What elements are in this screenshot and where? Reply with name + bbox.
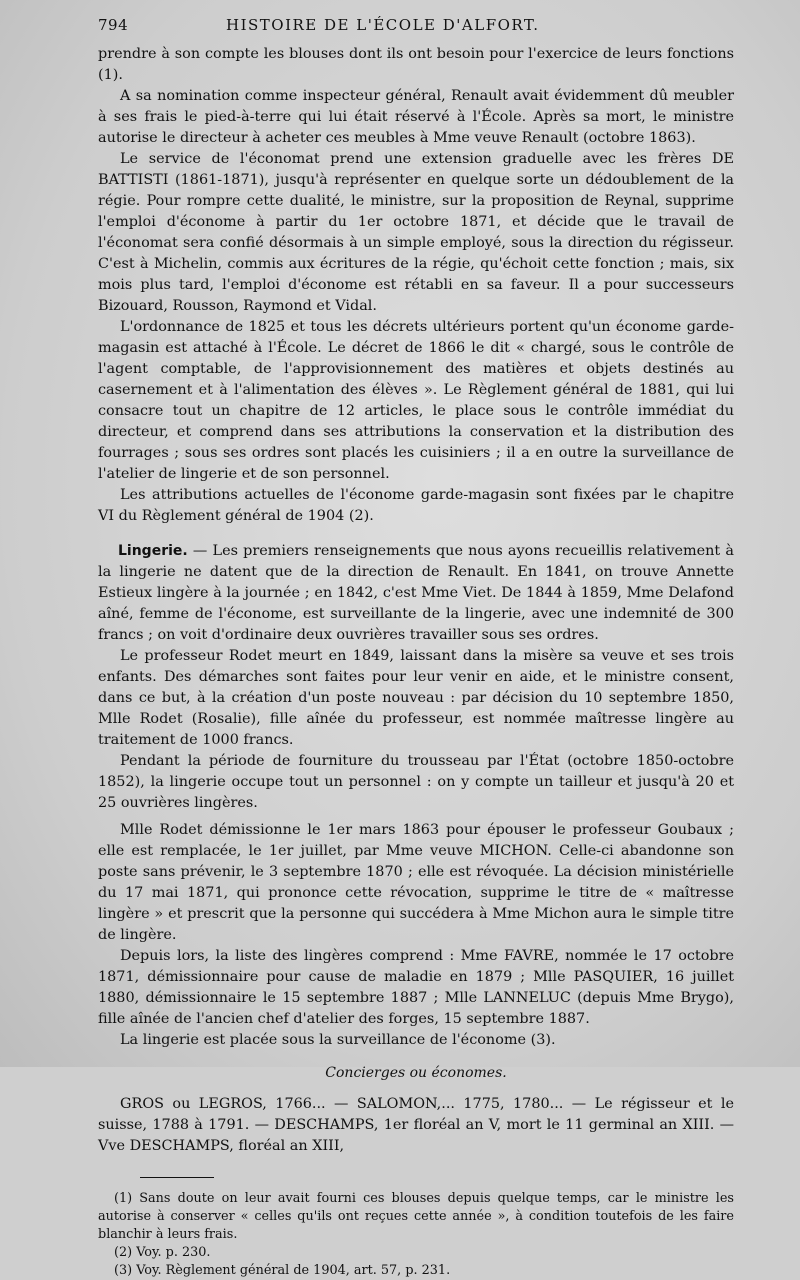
footnote: (2) Voy. p. 230. bbox=[114, 1245, 211, 1260]
paragraph: Depuis lors, la liste des lingères comprend : Mme FAVRE, nommée le 17 octobre 1871, démissionnaire pour cause de maladie en 1879 ; Mlle PASQUIER, 16 juillet 1880, démissionnaire le 15 septembre 1887 ; Mlle LANNELUC (depuis Mme Brygo), fille aînée de l'ancien chef d'atelier des forges, 15 septembre 1887. bbox=[98, 948, 734, 1027]
footnote: (1) Sans doute on leur avait fourni ces blouses depuis quelque temps, car le ministre les autorise à conserver « celles qu'ils ont reçues cette année », à condition toutefois de les faire blanchir à leurs frais. bbox=[98, 1191, 734, 1242]
paragraph: Le professeur Rodet meurt en 1849, laissant dans la misère sa veuve et ses trois enfants. Des démarches sont faites pour leur venir en aide, et le ministre consent, dans ce but, à la création d'un poste nouveau : par décision du 10 septembre 1850, Mlle Rodet (Rosalie), fille aînée du professeur, est nommée maîtresse lingère au traitement de 1000 francs. bbox=[98, 648, 734, 748]
paragraph: Pendant la période de fourniture du trousseau par l'État (octobre 1850-octobre 1852), la lingerie occupe tout un personnel : on y compte un tailleur et jusqu'à 20 et 25 ouvrières lingères. bbox=[98, 753, 734, 811]
paragraph: Les attributions actuelles de l'économe garde-magasin sont fixées par le chapitre VI du Règlement général de 1904 (2). bbox=[98, 487, 734, 524]
footnote-divider bbox=[140, 1177, 214, 1178]
lingerie-paragraph bbox=[98, 541, 734, 646]
body-text bbox=[98, 44, 734, 1157]
paragraph: La lingerie est placée sous la surveillance de l'économe (3). bbox=[120, 1032, 556, 1048]
paragraph: Le service de l'économat prend une extension graduelle avec les frères DE BATTISTI (1861-1871), jusqu'à représenter en quelque sorte un dédoublement de la régie. Pour rompre cette dualité, le ministre, sur la proposition de Reynal, supprime l'emploi d'économe à partir du 1er octobre 1871, et décide que le travail de l'économat sera confié désormais à un simple employé, sous la direction du régisseur. C'est à Michelin, commis aux écritures de la régie, qu'échoit cette fonction ; mais, six mois plus tard, l'emploi d'économe est rétabli en sa faveur. Il a pour successeurs Bizouard, Rousson, Raymond et Vidal. bbox=[98, 151, 734, 314]
page-number: 794 bbox=[98, 16, 129, 34]
paragraph: L'ordonnance de 1825 et tous les décrets ultérieurs portent qu'un économe garde-magasin est attaché à l'École. Le décret de 1866 le dit « chargé, sous le contrôle de l'agent comptable, de l'approvisionnement des matières et objets destinés au casernement et à l'alimentation des élèves ». Le Règlement général de 1881, qui lui consacre tout un chapitre de 12 articles, le place sous le contrôle immédiat du directeur, et comprend dans ses attributions la conservation et la distribution des fourrages ; sous ses ordres sont placés les cuisiniers ; il a en outre la surveillance de l'atelier de lingerie et de son personnel. bbox=[98, 319, 734, 482]
running-header bbox=[98, 16, 734, 44]
concierges-list: GROS ou LEGROS, 1766... — SALOMON,... 1775, 1780... — Le régisseur et le suisse, 1788 à 1791. — DESCHAMPS, 1er floréal an V, mort le 11 germinal an XIII. — Vve DESCHAMPS, floréal an XIII, bbox=[98, 1096, 734, 1154]
book-title: HISTOIRE DE L'ÉCOLE D'ALFORT. bbox=[226, 16, 540, 34]
footnote: (3) Voy. Règlement général de 1904, art. 57, p. 231. bbox=[114, 1263, 451, 1278]
lingerie-text: — Les premiers renseignements que nous ayons recueillis relativement à la lingerie ne datent que de la direction de Renault. En 1841, on trouve Annette Estieux lingère à la journée ; en 1842, c'est Mme Viet. De 1844 à 1859, Mme Delafond aîné, femme de l'économe, est surveillante de la lingerie, avec une indemnité de 300 francs ; on voit d'ordinaire deux ouvrières travailler sous ses ordres. bbox=[98, 543, 734, 643]
paragraph: Mlle Rodet démissionne le 1er mars 1863 pour épouser le professeur Goubaux ; elle est remplacée, le 1er juillet, par Mme veuve MICHON. Celle-ci abandonne son poste sans prévenir, le 3 septembre 1870 ; elle est révoquée. La décision ministérielle du 17 mai 1871, qui prononce cette révocation, supprime le titre de « maîtresse lingère » et prescrit que la personne qui succédera à Mme Michon aura le simple titre de lingère. bbox=[98, 822, 734, 943]
paragraph: A sa nomination comme inspecteur général, Renault avait évidemment dû meubler à ses frais le pied-à-terre qui lui était réservé à l'École. Après sa mort, le ministre autorise le directeur à acheter ces meubles à Mme veuve Renault (octobre 1863). bbox=[98, 88, 734, 146]
section-lead-lingerie: Lingerie. bbox=[118, 543, 188, 559]
footnotes bbox=[98, 1190, 734, 1280]
paragraph: prendre à son compte les blouses dont ils ont besoin pour l'exercice de leurs fonctions (1). bbox=[98, 46, 734, 83]
subheading-concierges: Concierges ou économes. bbox=[325, 1065, 507, 1081]
